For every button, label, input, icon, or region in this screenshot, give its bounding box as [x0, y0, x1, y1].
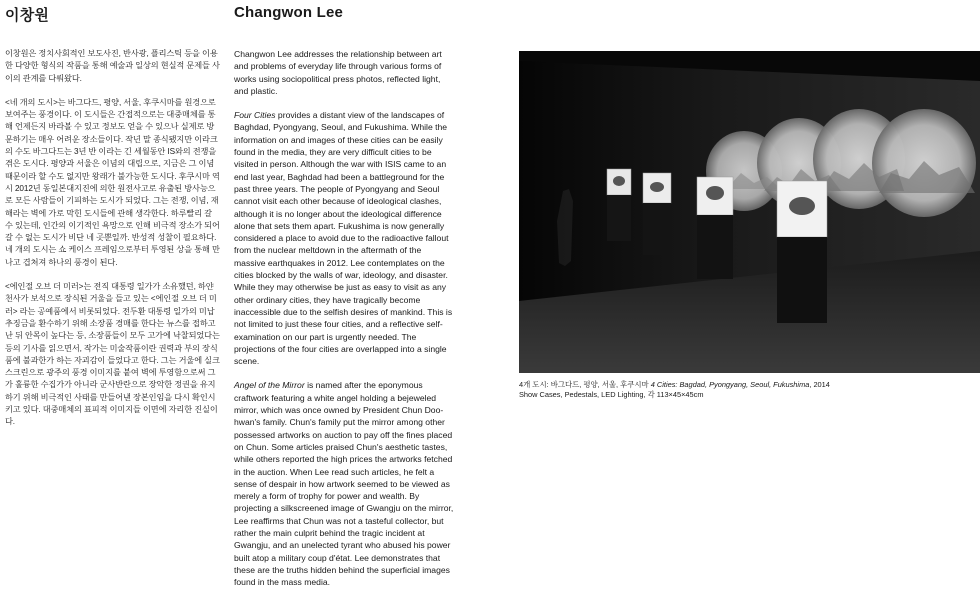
- caption-year: , 2014: [809, 380, 830, 389]
- four-cities-text: provides a distant view of the landscapes of Baghdad, Pyongyang, Seoul, and Fukushima. While the information on and images of these cities can be easily found in the media, they are very difficult cities to be visited in person. Although the war with ISIS came to an end last year, Baghdad had been a battleground for the past three years. The people of Pyongyang and Seoul cannot visit each other because of ideological clashes, although it is no longer about the ideological difference alone that sets them apart. Fukushima is now generally considered a place to avoid due to the radioactive fallout from the nuclear meltdown in the aftermath of the massive earthquakes in 2012. Lee contemplates on the cities blocked by the walls of war, ideology, and disaster. While they may otherwise be just as easy to visit as any other ordinary cities, they have tragically become inaccessible due to the selfish desires of mankind. This is not limited to just these four cities, and a reflective self-examination on our part is urgently needed. The projections of the four cities are overlapped into a single scene.: [234, 110, 453, 367]
- four-cities-title: Four Cities: [234, 110, 276, 121]
- english-paragraph-four-cities: [234, 109, 454, 367]
- angel-title: Angel of the Mirror: [234, 380, 305, 391]
- english-paragraph-angel: [234, 379, 454, 588]
- caption-line-1: [519, 380, 980, 390]
- installation-photo: [519, 51, 980, 373]
- korean-paragraph-angel: <에인절 오브 더 미러>는 전직 대통령 일가가 소유했던, 하얀 천사가 보석으로 장식된 거울을 들고 있는 <에인절 오브 더 미러> 라는 공예품에서 비롯되었다. 전두환 대통령 일가의 미납 추징금을 환수하기 위해 소장품 경매를 한다는 뉴스를 접하고 난 뒤 안목이 높다는 등, 소장품들이 모두 고가에 낙찰되었다는 등의 기사를 읽으면서, 작가는 미술작품이란 권력과 부의 장식품에 불과한가 하는 자괴감이 들었다고 한다. 그는 거울에 실크스크린으로 광주의 풍경 이미지를 붙여 벽에 투영함으로써 그가 훌륭한 수집가가 아니라 군사반란으로 장악한 정권을 유지하기 위해 비극적인 사태를 만들어낸 장본인임을 다시 확인시키고 있다. 대중매체의 표피적 이미지들 이면에 자리한 진실이다.: [5, 282, 220, 427]
- korean-paragraph-intro: 이창원은 정치사회적인 보도사진, 반사광, 플리스틱 등을 이용한 다양한 형식의 작품을 통해 예술과 일상의 현실적 문제들 사이의 관계를 다뤄왔다.: [5, 49, 220, 83]
- caption-prefix: 4개 도시: 바그다드, 평양, 서울, 후쿠시마: [519, 380, 651, 389]
- english-title: Changwon Lee: [234, 4, 344, 21]
- caption-title: 4 Cities: Bagdad, Pyongyang, Seoul, Fukushima: [650, 380, 810, 389]
- korean-title: 이창원: [5, 7, 50, 24]
- korean-body: [5, 48, 220, 441]
- english-body: [234, 48, 454, 600]
- caption-line-2: Show Cases, Pedestals, LED Lighting, 각 113×45×45cm: [519, 390, 704, 400]
- korean-paragraph-four-cities: <네 개의 도시>는 바그다드, 평양, 서울, 후쿠시마를 원경으로 보여주는 풍경이다. 이 도시들은 간접적으로는 대중매체를 통해 언제든지 바라볼 수 있고 정보도 얻을 수 있으나 실제로 방문하기는 매우 어려운 장소들이다. 작년 말 종식됐지만 이라크의 수도 바그다드는 3년 반 이라는 긴 세월동안 IS와의 전쟁을 겪은 도시다. 평양과 서울은 이념의 대립으로, 지금은 그 이념 때문이라 할 수도 없지만 왕래가 불가능한 도시다. 후쿠시마 역시 2012년 동일본대지진에 의한 원전사고로 유출된 방사능으로 모든 사람들이 기피하는 도시가 되었다. 그는 전쟁, 이념, 재해라는 벽에 가로 막힌 도시들에 관해 생각한다. 하루빨리 갈 수 있는데, 인간의 이기적인 욕망으로 인해 비극적 장소가 되어 갈 수 없는 도시가 비단 네 곳뿐일까. 반성적 성찰이 필요하다. 네 개의 도시는 쇼 케이스 프레임으로부터 투영된 상을 통해 만나고 겹쳐져 하나의 풍경이 된다.: [5, 97, 220, 267]
- photo-caption: [519, 380, 980, 401]
- angel-text: is named after the eponymous craftwork featuring a white angel holding a bejeweled mirror, which was once owned by President Chun Doo-hwan's family. Chun's family put the mirror among other possessed artworks on auction to pay off the fines placed on Chun. Some articles praised Chun's aesthetic tastes, while others reported the high prices the artworks fetched in the auction. When Lee read such articles, he felt a sense of despair in how artwork seemed to be viewed as merely a form of trophy for power and wealth. By projecting a silkscreened image of Gwangju on the mirror, Lee reaffirms that Chun was not a tasteful collector, but rather the main culprit behind the tragic incident at Gwangju, and an unelected tyrant who abused his power built atop a military coup d'état. Lee demonstrates that these are the truths hidden behind the superficial images found in the mass media.: [234, 380, 454, 588]
- english-paragraph-intro: Changwon Lee addresses the relationship between art and problems of everyday life through various forms of works using sociopolitical press photos, reflected light, and plastic.: [234, 49, 442, 96]
